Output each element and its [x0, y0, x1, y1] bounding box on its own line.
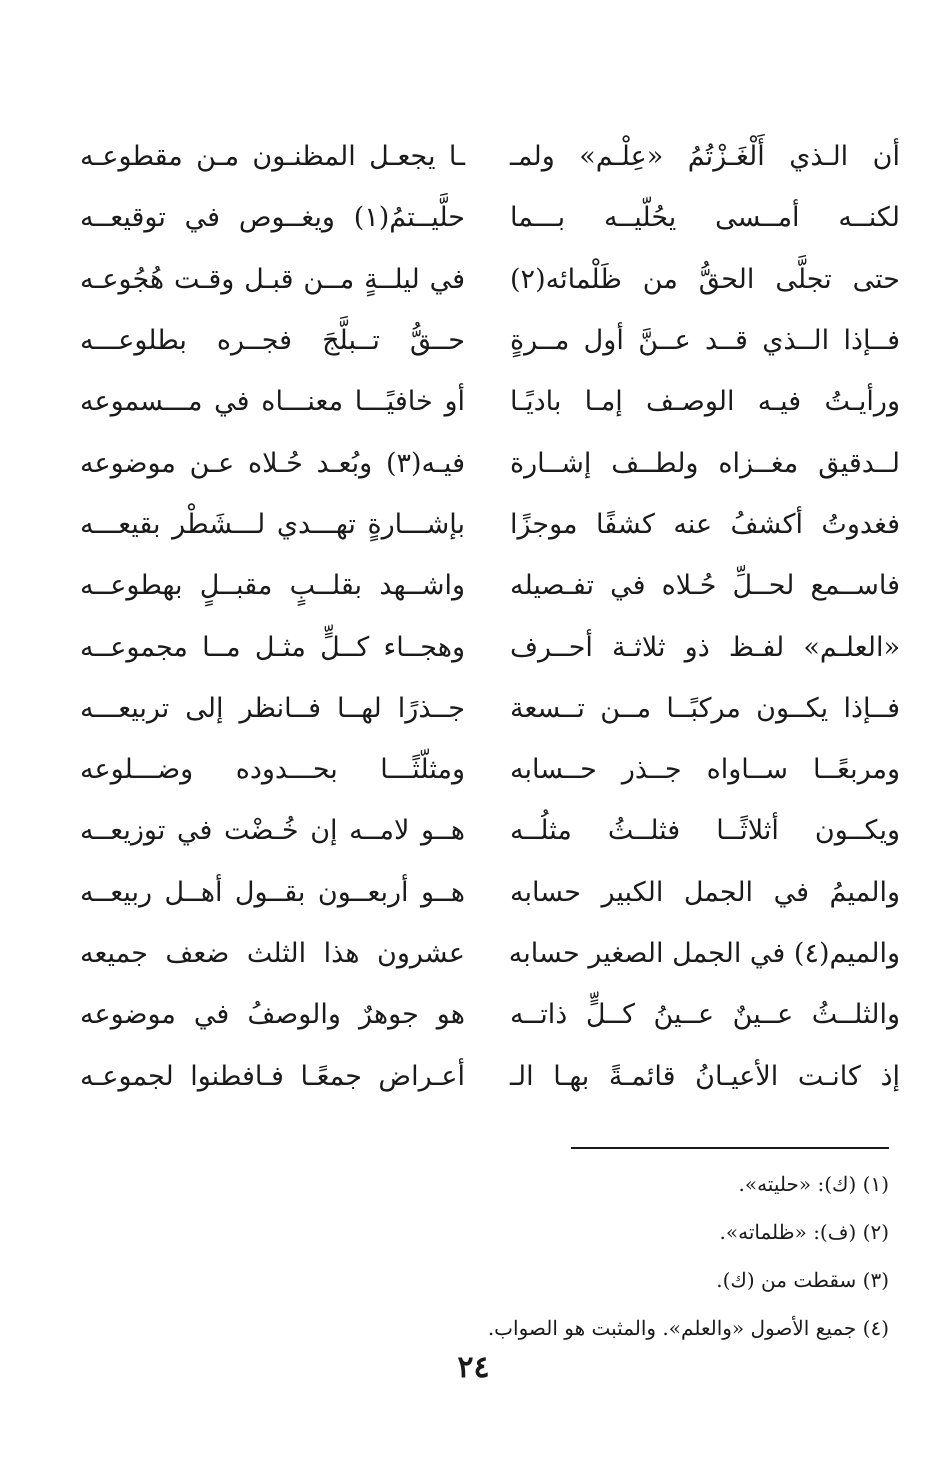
verse-second-hemistich: بإشـــارةٍ تهـــدي لـــشَطْر بقيعـــه: [80, 508, 465, 540]
verse-first-hemistich: أن الـذي أَلْغَـزْتُمُ «عِلْـم» ولمـ: [510, 141, 900, 173]
verse-first-hemistich: إذ كانـت الأعيـانُ قائمـةً بهـا الـ: [510, 1060, 900, 1092]
verse-second-hemistich: هــو أربعــون بقــول أهــل ربيعــه: [80, 876, 465, 908]
verse-second-hemistich: عشرون هذا الثلث ضعف جميعه: [80, 938, 465, 969]
verse-first-hemistich: لــدقيق مغــزاه ولطــف إشــارة: [510, 447, 900, 479]
verse-first-hemistich: حتى تجلَّى الحقُّ من ظَلْمائه(٢): [510, 263, 900, 295]
verse-second-hemistich: واشــهد بقلــبٍ مقبــلٍ بهطوعــه: [80, 570, 465, 602]
verse-second-hemistich: حلَّيــتمُ(١) ويغــوص في توقيعــه: [80, 202, 465, 234]
verse-second-hemistich: أعـراض جمعًـا فـافطنوا لجموعـه: [80, 1060, 465, 1092]
poem-right-column: [510, 126, 900, 1107]
poem: [80, 126, 900, 1116]
verse-second-hemistich: في ليلــةٍ مــن قبـل وقـت هُجُوعـه: [80, 263, 465, 295]
verse-first-hemistich: فــإذا الــذي قــد عــنَّ أول مــرةٍ: [510, 325, 900, 357]
verse-second-hemistich: حــقُّ تــبلَّجَ فجــره بطلوعـــه: [80, 325, 465, 357]
page-number: ٢٤: [457, 1350, 490, 1385]
verse-second-hemistich: وهجــاء كــلٍّ مثـل مــا مجموعــه: [80, 631, 465, 663]
verse-first-hemistich: فــإذا يكــون مركبًــا مــن تــسعة: [510, 692, 900, 724]
verse-first-hemistich: لكنــه أمــسى يحُلّيــه بـــما: [510, 202, 900, 234]
verse-first-hemistich: والميمُ في الجمل الكبير حسابه: [510, 876, 900, 908]
verse-first-hemistich: فغدوتُ أكشفُ عنه كشفًا موجزًا: [510, 508, 900, 540]
verse-first-hemistich: والثلــثُ عــينٌ عــينُ كــلٍّ ذاتــه: [510, 999, 900, 1031]
verse-second-hemistich: أو خافيًـــا معنـــاه في مـــسموعه: [80, 386, 465, 418]
footnote: (٢) (ف): «ظلماته».: [719, 1220, 889, 1244]
verse-second-hemistich: ومثلّثًـــا بحـــدوده وضـــلوعه: [80, 754, 465, 786]
verse-second-hemistich: هــو لامــه إن خُـضْت في توزيعــه: [80, 815, 465, 847]
verse-second-hemistich: فيـه(٣) وبُعـد حُـلاه عـن موضوعه: [80, 447, 465, 479]
footnote-separator: [571, 1147, 889, 1149]
poem-left-column: [80, 126, 465, 1107]
verse-second-hemistich: هو جوهرٌ والوصفُ في موضوعه: [80, 999, 465, 1031]
verse-first-hemistich: والميم(٤) في الجمل الصغير حسابه: [508, 938, 900, 969]
verse-first-hemistich: «العلـم» لفـظ ذو ثلاثـة أحــرف: [510, 631, 900, 663]
verse-first-hemistich: ويكــون أثلاثًــا فثلــثُ مثلُــه: [510, 815, 900, 847]
verse-first-hemistich: ومربعًــا ســاواه جــذر حــسابه: [510, 754, 900, 786]
footnote: (٣) سقطت من (ك).: [716, 1268, 889, 1292]
verse-second-hemistich: ـا يجعـل المظنـون مـن مقطوعـه: [80, 141, 465, 173]
footnote: (٤) جميع الأصول «والعلم». والمثبت هو الصواب.: [487, 1316, 889, 1340]
verse-first-hemistich: ورأيـتُ فيـه الوصـف إمـا باديًـا: [510, 386, 900, 418]
footnotes: [329, 1160, 889, 1352]
footnote: (١) (ك): «حليته».: [738, 1172, 889, 1196]
verse-second-hemistich: جــذرًا لهــا فــانظر إلى تربيعـــه: [80, 692, 465, 724]
verse-first-hemistich: فاســمع لحــلِّ حُـلاه في تفـصيله: [510, 570, 900, 602]
